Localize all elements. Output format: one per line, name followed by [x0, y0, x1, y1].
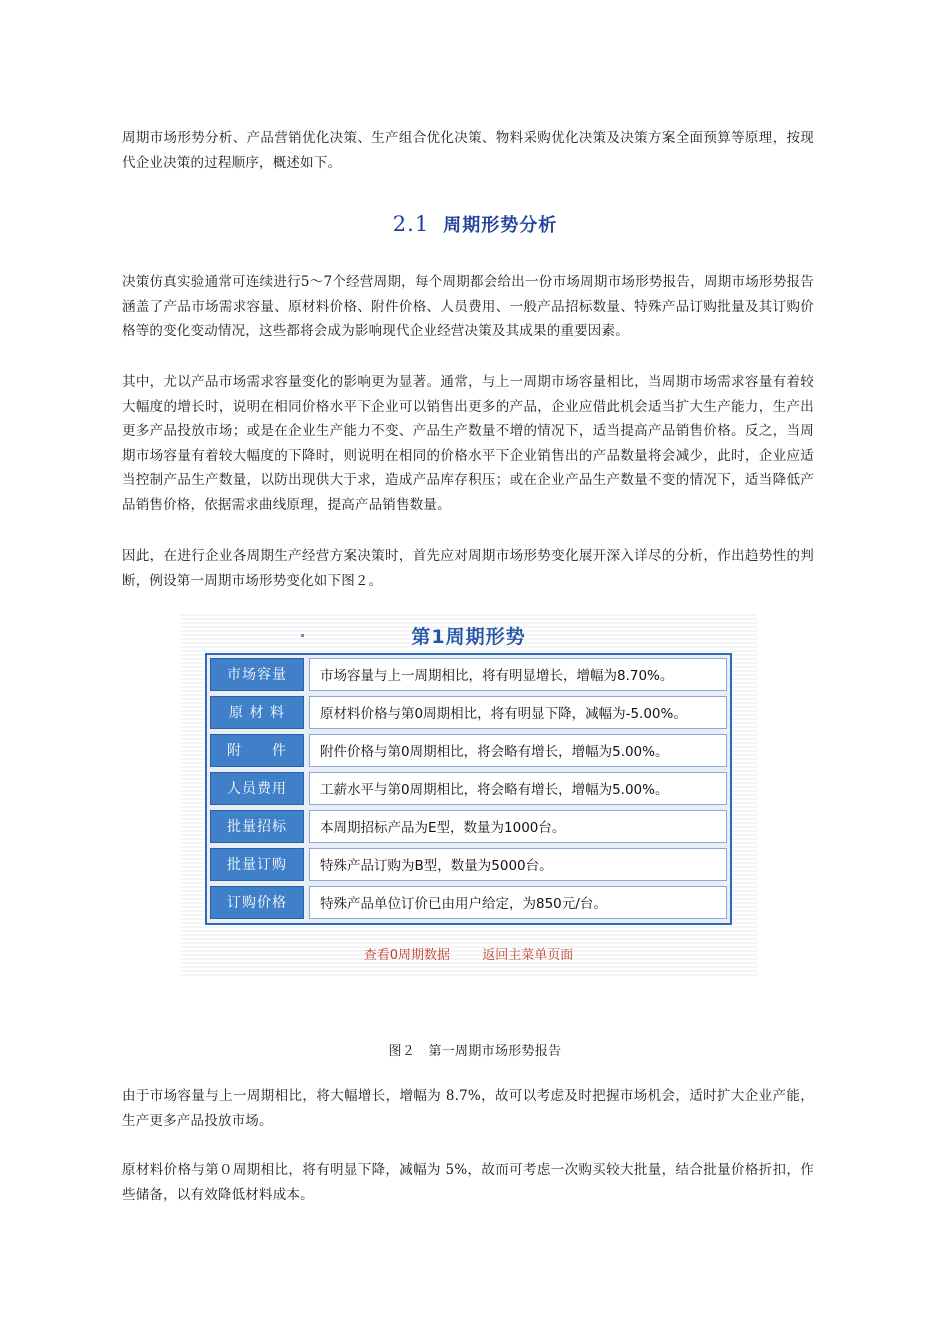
- row-value: 特殊产品订购为B型，数量为5000台。: [309, 848, 727, 881]
- situation-table: [205, 653, 732, 925]
- section-title: 周期形势分析: [443, 215, 558, 236]
- row-value: 工薪水平与第0周期相比，将会略有增长，增幅为5.00%。: [309, 772, 727, 805]
- paragraph-4: 由于市场容量与上一周期相比，将大幅增长，增幅为 8.7%，故可以考虑及时把握市场机会，适时扩大企业产能，生产更多产品投放市场。: [122, 1088, 814, 1129]
- table-row: [210, 886, 727, 919]
- table-row: [210, 848, 727, 881]
- row-label: 附 件: [210, 734, 304, 767]
- table-row: [210, 658, 727, 691]
- row-label: 批量招标: [210, 810, 304, 843]
- table-row: [210, 734, 727, 767]
- paragraph-2: 其中，尤以产品市场需求容量变化的影响更为显著。通常，与上一周期市场容量相比，当周期市场需求容量有着较大幅度的增长时，说明在相同价格水平下企业可以销售出更多的产品，企业应借此机会适当扩大生产能力，生产出更多产品投放市场；或是在企业生产能力不变、产品生产数量不增的情况下，适当提高产品销售价格。反之，当周期市场容量有着较大幅度的下降时，则说明在相同的价格水平下企业销售出的产品数量将会减少，此时，企业应适当控制产品生产数量，以防出现供大于求，造成产品库存积压；或在企业产品生产数量不变的情况下，适当降低产品销售价格，依据需求曲线原理，提高产品销售数量。: [122, 374, 814, 513]
- figure-caption: 图２ 第一周期市场形势报告: [388, 1044, 562, 1059]
- intro-paragraph: 周期市场形势分析、产品营销优化决策、生产组合优化决策、物料采购优化决策及决策方案全面预算等原理，按现代企业决策的过程顺序，概述如下。: [122, 130, 814, 171]
- paragraph-1: 决策仿真实验通常可连续进行5～7个经营周期，每个周期都会给出一份市场周期市场形势报告，周期市场形势报告涵盖了产品市场需求容量、原材料价格、附件价格、人员费用、一般产品招标数量、特殊产品订购批量及其订购价格等的变化变动情况，这些都将会成为影响现代企业经营决策及其成果的重要因素。: [122, 274, 814, 339]
- row-value: 附件价格与第0周期相比，将会略有增长，增幅为5.00%。: [309, 734, 727, 767]
- row-label: 人员费用: [210, 772, 304, 805]
- paragraph-5: 原材料价格与第０周期相比，将有明显下降，减幅为 5%，故而可考虑一次购买较大批量，结合批量价格折扣，作些储备，以有效降低材料成本。: [122, 1162, 814, 1203]
- row-label: 订购价格: [210, 886, 304, 919]
- row-label: 原 材 料: [210, 696, 304, 729]
- row-label: 批量订购: [210, 848, 304, 881]
- period-situation-figure: [180, 614, 757, 976]
- row-value: 市场容量与上一周期相比，将有明显增长，增幅为8.70%。: [309, 658, 727, 691]
- table-row: [210, 772, 727, 805]
- back-main-menu-link[interactable]: 返回主菜单页面: [482, 948, 574, 963]
- row-value: 原材料价格与第0周期相比，将有明显下降，减幅为-5.00%。: [309, 696, 727, 729]
- section-number: 2.1: [392, 212, 430, 236]
- view-period0-link[interactable]: 查看0周期数据: [363, 948, 451, 963]
- figure-title: 第1周期形势: [411, 626, 526, 648]
- paragraph-3: 因此，在进行企业各周期生产经营方案决策时，首先应对周期市场形势变化展开深入详尽的分析，作出趋势性的判断，例设第一周期市场形势变化如下图２。: [122, 548, 814, 589]
- section-heading: [0, 210, 950, 240]
- row-label: 市场容量: [210, 658, 304, 691]
- table-row: [210, 696, 727, 729]
- row-value: 本周期招标产品为E型，数量为1000台。: [309, 810, 727, 843]
- row-value: 特殊产品单位订价已由用户给定，为850元/台。: [309, 886, 727, 919]
- table-row: [210, 810, 727, 843]
- figure-links: [180, 944, 757, 963]
